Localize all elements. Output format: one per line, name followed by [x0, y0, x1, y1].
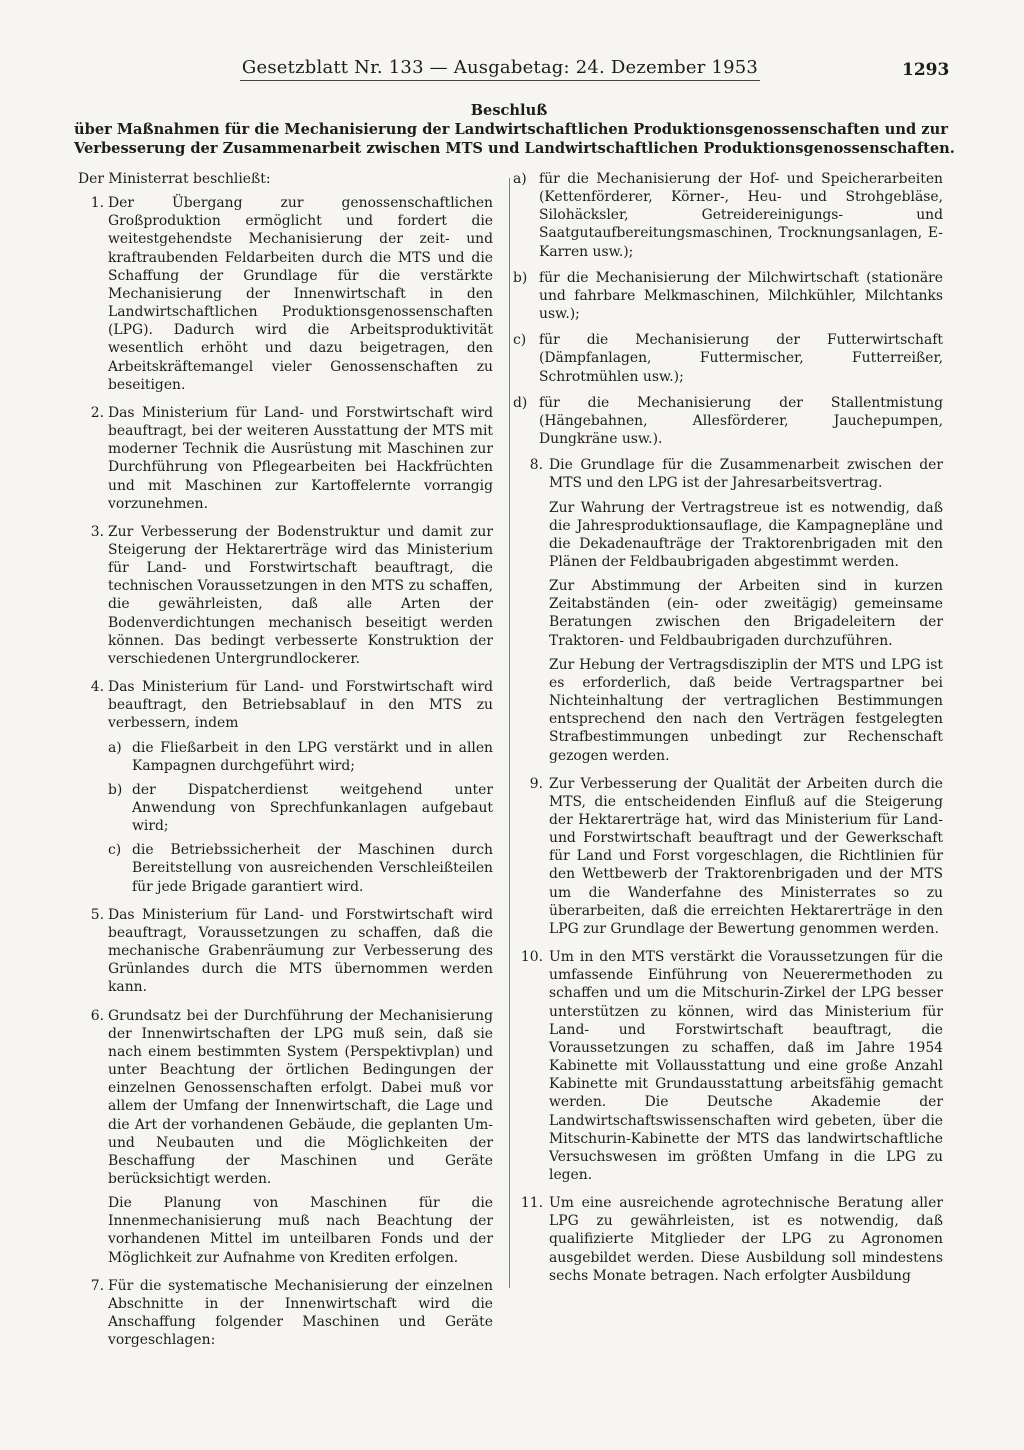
paragraph-3 — [78, 523, 493, 668]
paragraph-number: 4. — [90, 679, 104, 696]
machine-list-c — [513, 331, 943, 385]
paragraph-7 — [78, 1277, 493, 1350]
paragraph-text: Um in den MTS verstärkt die Voraussetzungen für die umfassende Einführung von Neuerermethoden zu schaffen und um die Mitschurin-Zirkel der LPG besser unterstützen zu können, wird das Ministerium für Land- und Forstwirtschaft beauftragt, die Voraussetzungen zu schaffen, daß im Jahre 1954 Kabinette mit Vollausstattung und eine große Anzahl Kabinette mit Grundausstattung arbeitsfähig gemacht werden. Die Deutsche Akademie der Landwirtschaftswissenschaften wird gebeten, über die Mitschurin-Kabinette der MTS das landwirtschaftliche Versuchswesen im größten Umfang in die LPG zu legen. — [549, 949, 943, 1183]
sub-item-label: b) — [513, 269, 528, 286]
sub-item-text: die Betriebssicherheit der Maschinen durch Bereitstellung von ausreichenden Verschleißteilen für jede Brigade garantiert wird. — [132, 842, 493, 895]
paragraph-5 — [78, 906, 493, 997]
paragraph-text: Zur Verbesserung der Qualität der Arbeiten durch die MTS, die entscheidenden Einfluß auf die Steigerung der Hektarerträge hat, wird das Ministerium für Land- und Forstwirtschaft beauftragt und der Gewerkschaft für Land und Forst vorgeschlagen, die Richtlinien für den Wettbewerb der Traktorenbrigaden und der MTS um die Wanderfahne des Ministerrates so zu überarbeiten, daß die erreichten Hektarerträge in den LPG zur Grundlage der Bewertung genommen werden. — [549, 775, 943, 937]
sub-item-b — [108, 781, 493, 835]
paragraph-text: Grundsatz bei der Durchführung der Mechanisierung der Innenwirtschaften der LPG muß sein, daß sie nach einem bestimmten System (Perspektivplan) und unter Beachtung der örtlichen Bedingungen der einzelnen Genossenschaften erfolgt. Dabei muß vor allem der Umfang der Innenwirtschaft, die Lage und die Art der vorhandenen Gebäude, die geplanten Um- und Neubauten und die Möglichkeiten der Beschaffung der Maschinen und Geräte berücksichtigt werden. — [108, 1007, 493, 1187]
paragraph-text: Die Grundlage für die Zusammenarbeit zwischen der MTS und den LPG ist der Jahresarbeitsvertrag. — [549, 457, 943, 492]
paragraph-number: 11. — [520, 1195, 543, 1212]
paragraph-text: Das Ministerium für Land- und Forstwirtschaft wird beauftragt, den Betriebsablauf in den MTS zu verbessern, indem — [108, 679, 493, 732]
paragraph-number: 6. — [90, 1007, 104, 1024]
paragraph-10 — [513, 948, 943, 1184]
paragraph-number: 5. — [90, 906, 104, 923]
sub-item-label: c) — [513, 332, 527, 349]
paragraph-number: 7. — [90, 1277, 104, 1294]
paragraph-text: Das Ministerium für Land- und Forstwirtschaft wird beauftragt, Voraussetzungen zu schaffen, daß die mechanische Grabenräumung zur Verbesserung des Grünlandes durch die MTS übernommen werden kann. — [108, 906, 493, 996]
right-column — [513, 170, 943, 1295]
paragraph-4 — [78, 678, 493, 896]
column-divider — [509, 178, 510, 1288]
paragraph-number: 3. — [90, 523, 104, 540]
sub-item-label: b) — [108, 781, 123, 798]
paragraph-number: 10. — [520, 949, 543, 966]
paragraph-text: Zur Abstimmung der Arbeiten sind in kurzen Zeitabständen (ein- oder zweitägig) gemeinsame Beratungen zwischen den Brigadeleitern der Traktoren- und Feldbaubrigaden durchzuführen. — [549, 578, 943, 649]
paragraph-number: 1. — [90, 195, 104, 212]
left-column — [78, 170, 493, 1359]
paragraph-number: 9. — [529, 775, 543, 792]
sub-item-label: c) — [108, 842, 122, 859]
machine-list-d — [513, 394, 943, 448]
paragraph-2 — [78, 404, 493, 513]
intro-text: Der Ministerrat beschließt: — [78, 171, 271, 187]
machine-list-a — [513, 170, 943, 261]
sub-item-text: der Dispatcherdienst weitgehend unter Anwendung von Sprechfunkanlagen aufgebaut wird; — [132, 781, 493, 835]
heading-line-3: Verbesserung der Zusammenarbeit zwischen MTS und Landwirtschaftlichen Produktionsgenossenschaften. — [74, 140, 955, 157]
paragraph-text: Die Planung von Maschinen für die Innenmechanisierung muß nach Beachtung der vorhandenen Mittel im unteilbaren Fonds und der Möglichkeit zur Aufnahme von Krediten erfolgen. — [108, 1195, 493, 1266]
sub-item-text: für die Mechanisierung der Futterwirtschaft (Dämpfanlagen, Futtermischer, Futterreißer, Schrotmühlen usw.); — [539, 332, 943, 385]
paragraph-9 — [513, 775, 943, 938]
sub-item-label: d) — [513, 394, 528, 411]
paragraph-6 — [78, 1007, 493, 1267]
paragraph-text: Zur Wahrung der Vertragstreue ist es notwendig, daß die Jahresproduktionsauflage, die Kampagnepläne und die Dekadenaufträge der Traktorenbrigaden mit den Plänen der Feldbaubrigaden abgestimmt werden. — [549, 499, 943, 570]
running-header: Gesetzblatt Nr. 133 — Ausgabetag: 24. Dezember 1953 — [240, 57, 760, 81]
sub-item-text: für die Mechanisierung der Hof- und Speicherarbeiten (Kettenförderer, Körner-, Heu- und Strohgebläse, Silohäcksler, Getreidereinigungs- und Saatgutaufbereitungsmaschinen, Trocknungsanlagen, E-Karren usw.); — [539, 171, 943, 260]
sub-item-text: die Fließarbeit in den LPG verstärkt und in allen Kampagnen durchgeführt wird; — [132, 739, 493, 774]
sub-item-text: für die Mechanisierung der Milchwirtschaft (stationäre und fahrbare Melkmaschinen, Milchkühler, Milchtanks usw.); — [539, 269, 943, 323]
paragraph-8 — [513, 456, 943, 765]
sub-item-label: a) — [108, 739, 122, 756]
sub-item-c — [108, 841, 493, 895]
resolution-heading — [74, 101, 955, 158]
paragraph-text: Das Ministerium für Land- und Forstwirtschaft wird beauftragt, bei der weiteren Ausstattung der MTS mit moderner Technik die Ausrüstung mit Maschinen zur Durchführung von Pflegearbeiten bei Hackfrüchten und mit Maschinen zur Kartoffelernte vorrangig vorzunehmen. — [108, 404, 493, 512]
paragraph-number: 8. — [529, 457, 543, 474]
paragraph-number: 2. — [90, 404, 104, 421]
sub-item-text: für die Mechanisierung der Stallentmistung (Hängebahnen, Allesförderer, Jauchepumpen, Dungkräne usw.). — [539, 394, 943, 448]
paragraph-text: Um eine ausreichende agrotechnische Beratung aller LPG zu gewährleisten, ist es notwendig, daß qualifizierte Mitglieder der LPG zu Agronomen ausgebildet werden. Diese Ausbildung soll mindestens sechs Monate betragen. Nach erfolgter Ausbildung — [549, 1195, 943, 1284]
heading-line-1: Beschluß — [470, 102, 548, 119]
paragraph-text: Für die systematische Mechanisierung der einzelnen Abschnitte in der Innenwirtschaft wird die Anschaffung folgender Maschinen und Geräte vorgeschlagen: — [108, 1277, 493, 1349]
paragraph-1 — [78, 194, 493, 394]
paragraph-text: Zur Verbesserung der Bodenstruktur und damit zur Steigerung der Hektarerträge wird das Ministerium für Land- und Forstwirtschaft beauftragt, die technischen Voraussetzungen in den MTS zu schaffen, die gewährleisten, daß alle Arten der Bodenverdichtungen mechanisch beseitigt werden können. Das bedingt verbesserte Konstruktion der verschiedenen Untergrundlockerer. — [108, 523, 493, 667]
paragraph-text: Der Übergang zur genossenschaftlichen Großproduktion ermöglicht und fordert die weitestgehendste Mechanisierung der zeit- und kraftraubenden Feldarbeiten durch die MTS und die Schaffung der Grundlage für die verstärkte Mechanisierung der Innenwirtschaft in den Landwirtschaftlichen Produktionsgenossenschaften (LPG). Dadurch wird die Arbeitsproduktivität wesentlich erhöht und dazu beigetragen, den Arbeitskräftemangel vieler Genossenschaften zu beseitigen. — [108, 195, 493, 393]
heading-line-2: über Maßnahmen für die Mechanisierung der Landwirtschaftlichen Produktionsgenossenschaften und zur — [74, 121, 948, 138]
sub-item-label: a) — [513, 171, 527, 187]
paragraph-text: Zur Hebung der Vertragsdisziplin der MTS und LPG ist es erforderlich, daß beide Vertragspartner bei Nichteinhaltung der vertraglichen Bestimmungen entsprechend den nach den Verträgen festgelegten Strafbestimmungen unbedingt zur Rechenschaft gezogen werden. — [549, 656, 943, 764]
sub-item-a — [108, 739, 493, 775]
machine-list-b — [513, 269, 943, 323]
paragraph-11 — [513, 1194, 943, 1285]
page-number: 1293 — [902, 60, 950, 80]
